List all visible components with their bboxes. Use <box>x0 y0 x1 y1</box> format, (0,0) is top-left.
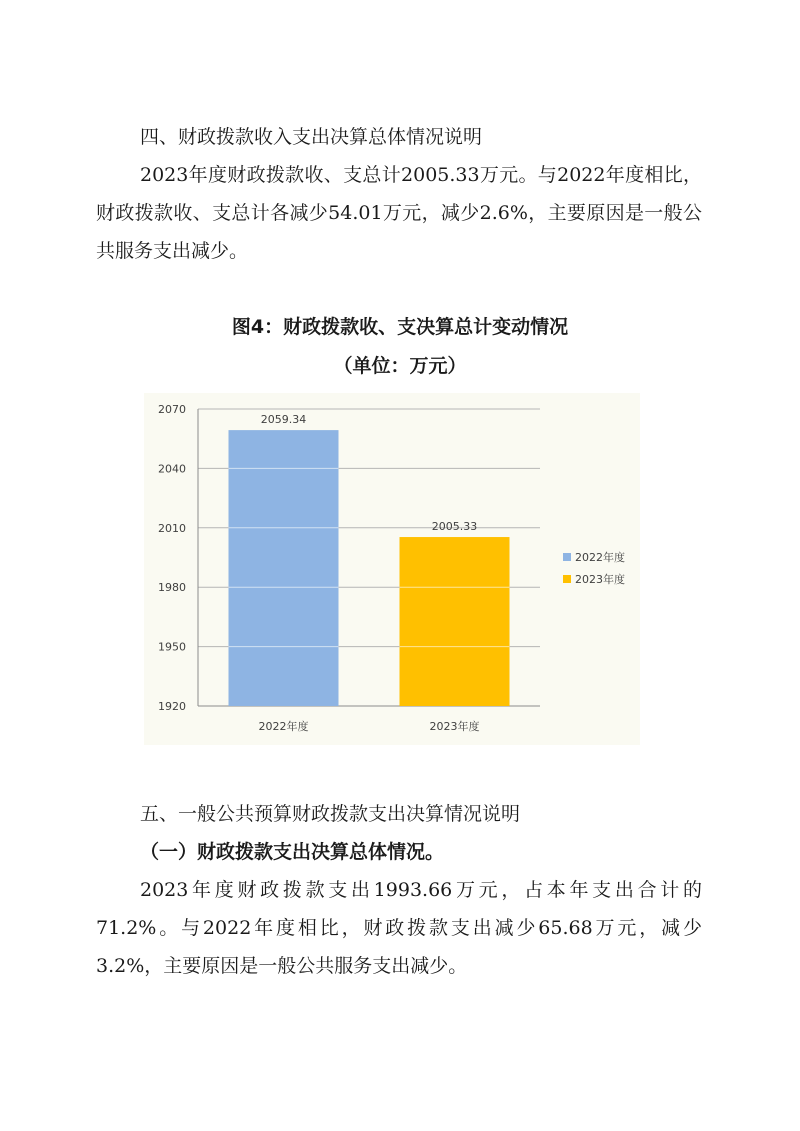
figure-subtitle: （单位：万元） <box>333 355 467 377</box>
chart-background <box>144 393 640 745</box>
y-tick-label: 2070 <box>158 403 186 416</box>
bar <box>400 537 510 706</box>
section-5-heading: 五、一般公共预算财政拨款支出决算情况说明 <box>140 803 521 825</box>
section-5-body: 2023年度财政拨款支出1993.66万元，占本年支出合计的71.2%。与2022年度相比，财政拨款支出减少65.68万元，减少3.2%，主要原因是一般公共服务支出减少。 <box>96 879 702 977</box>
data-label: 2059.34 <box>260 413 307 427</box>
section-4-heading: 四、财政拨款收入支出决算总体情况说明 <box>140 126 483 148</box>
legend-swatch <box>563 575 571 583</box>
x-tick-label: 2023年度 <box>429 720 480 733</box>
legend-label: 2022年度 <box>575 551 625 564</box>
figure-title: 图4：财政拨款收、支决算总计变动情况 <box>231 316 569 338</box>
bar-chart <box>144 393 640 745</box>
y-tick-label: 1980 <box>158 581 186 595</box>
x-tick-label: 2022年度 <box>258 720 309 733</box>
section-5-subheading: （一）财政拨款支出决算总体情况。 <box>140 841 445 863</box>
y-tick-label: 2040 <box>158 462 186 476</box>
bar <box>229 430 339 706</box>
legend-swatch <box>563 553 571 561</box>
y-tick-label: 1950 <box>158 640 186 654</box>
legend-label: 2023年度 <box>575 573 625 586</box>
section-4-body: 2023年度财政拨款收、支总计2005.33万元。与2022年度相比，财政拨款收、支总计各减少54.01万元，减少2.6%，主要原因是一般公共服务支出减少。 <box>96 164 702 262</box>
y-tick-label: 2010 <box>158 521 186 535</box>
y-tick-label: 1920 <box>158 700 186 713</box>
data-label: 2005.33 <box>431 520 478 534</box>
